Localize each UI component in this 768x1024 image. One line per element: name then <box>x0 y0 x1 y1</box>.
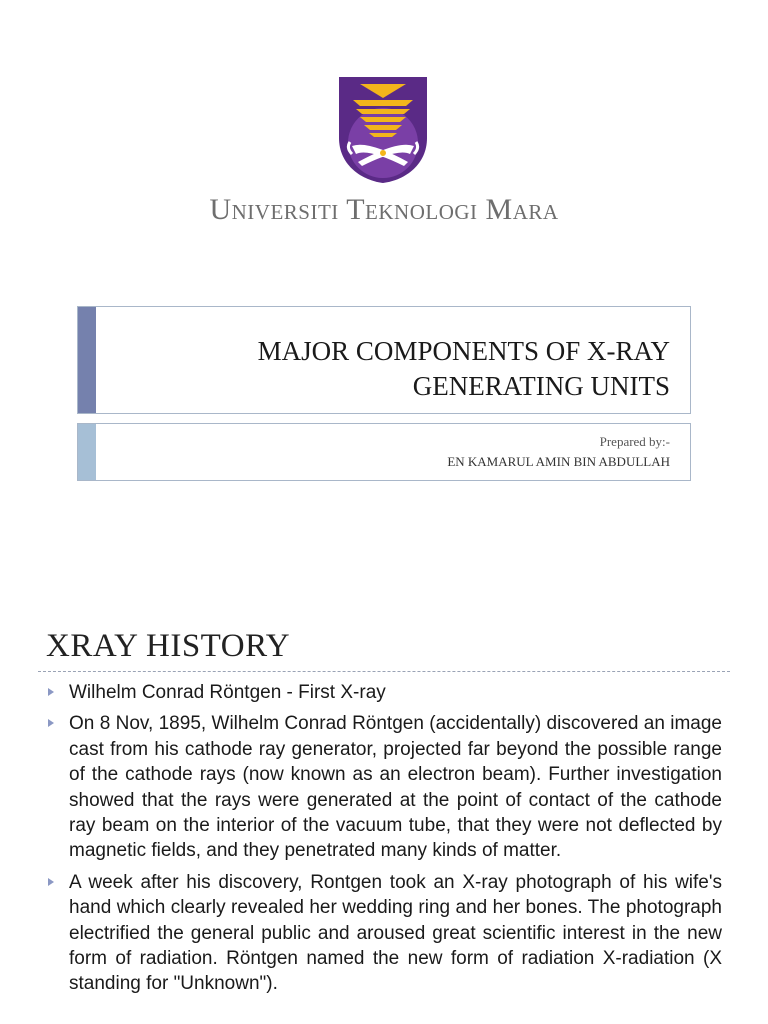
subtitle <box>447 432 670 472</box>
title-line-2: GENERATING UNITS <box>412 371 670 401</box>
university-name-text: Universiti Teknologi Mara <box>209 193 559 226</box>
subtitle-box <box>77 423 691 481</box>
title-box <box>77 306 691 414</box>
title-accent-bar <box>78 307 96 413</box>
bullet-item <box>46 711 722 863</box>
history-slide <box>0 592 768 1024</box>
presentation-title <box>258 334 670 404</box>
bullet-item <box>46 680 722 705</box>
logo-roof-tier-3 <box>360 117 406 122</box>
bullet-item <box>46 870 722 997</box>
logo-roof-tier-1 <box>353 100 413 106</box>
bullet-list <box>46 680 722 1003</box>
triangle-bullet-icon <box>48 878 54 886</box>
triangle-bullet-icon <box>48 688 54 696</box>
author-name: EN KAMARUL AMIN BIN ABDULLAH <box>447 454 670 469</box>
logo-roof-tier-4 <box>364 125 402 130</box>
bullet-text: A week after his discovery, Rontgen took an X-ray photograph of his wife's hand which clearly revealed her wedding ring and her bones. The photograph electrified the general public and aroused great scientific interest in the new form of radiation. Röntgen named the new form of radiation X-radiation (X standing for "Unknown"). <box>69 871 722 995</box>
prepared-by-label: Prepared by:- <box>599 434 670 449</box>
university-name <box>0 193 768 227</box>
slide-heading: XRAY HISTORY <box>46 628 291 664</box>
logo-roof-tier-2 <box>356 109 410 114</box>
title-line-1: MAJOR COMPONENTS OF X-RAY <box>257 336 670 366</box>
subtitle-accent-bar <box>78 424 96 480</box>
bullet-text: Wilhelm Conrad Röntgen - First X-ray <box>69 682 386 703</box>
triangle-bullet-icon <box>48 719 54 727</box>
heading-divider <box>38 671 730 672</box>
bullet-text: On 8 Nov, 1895, Wilhelm Conrad Röntgen (accidentally) discovered an image cast from his cathode ray generator, projected far beyond the possible range of the cathode rays (now known as an electron beam). Further investigation showed that the rays were generated at the point of contact of the cathode ray beam on the interior of the vacuum tube, that they were not deflected by magnetic fields, and they penetrated many kinds of matter. <box>69 713 722 862</box>
uitm-logo <box>338 76 428 184</box>
